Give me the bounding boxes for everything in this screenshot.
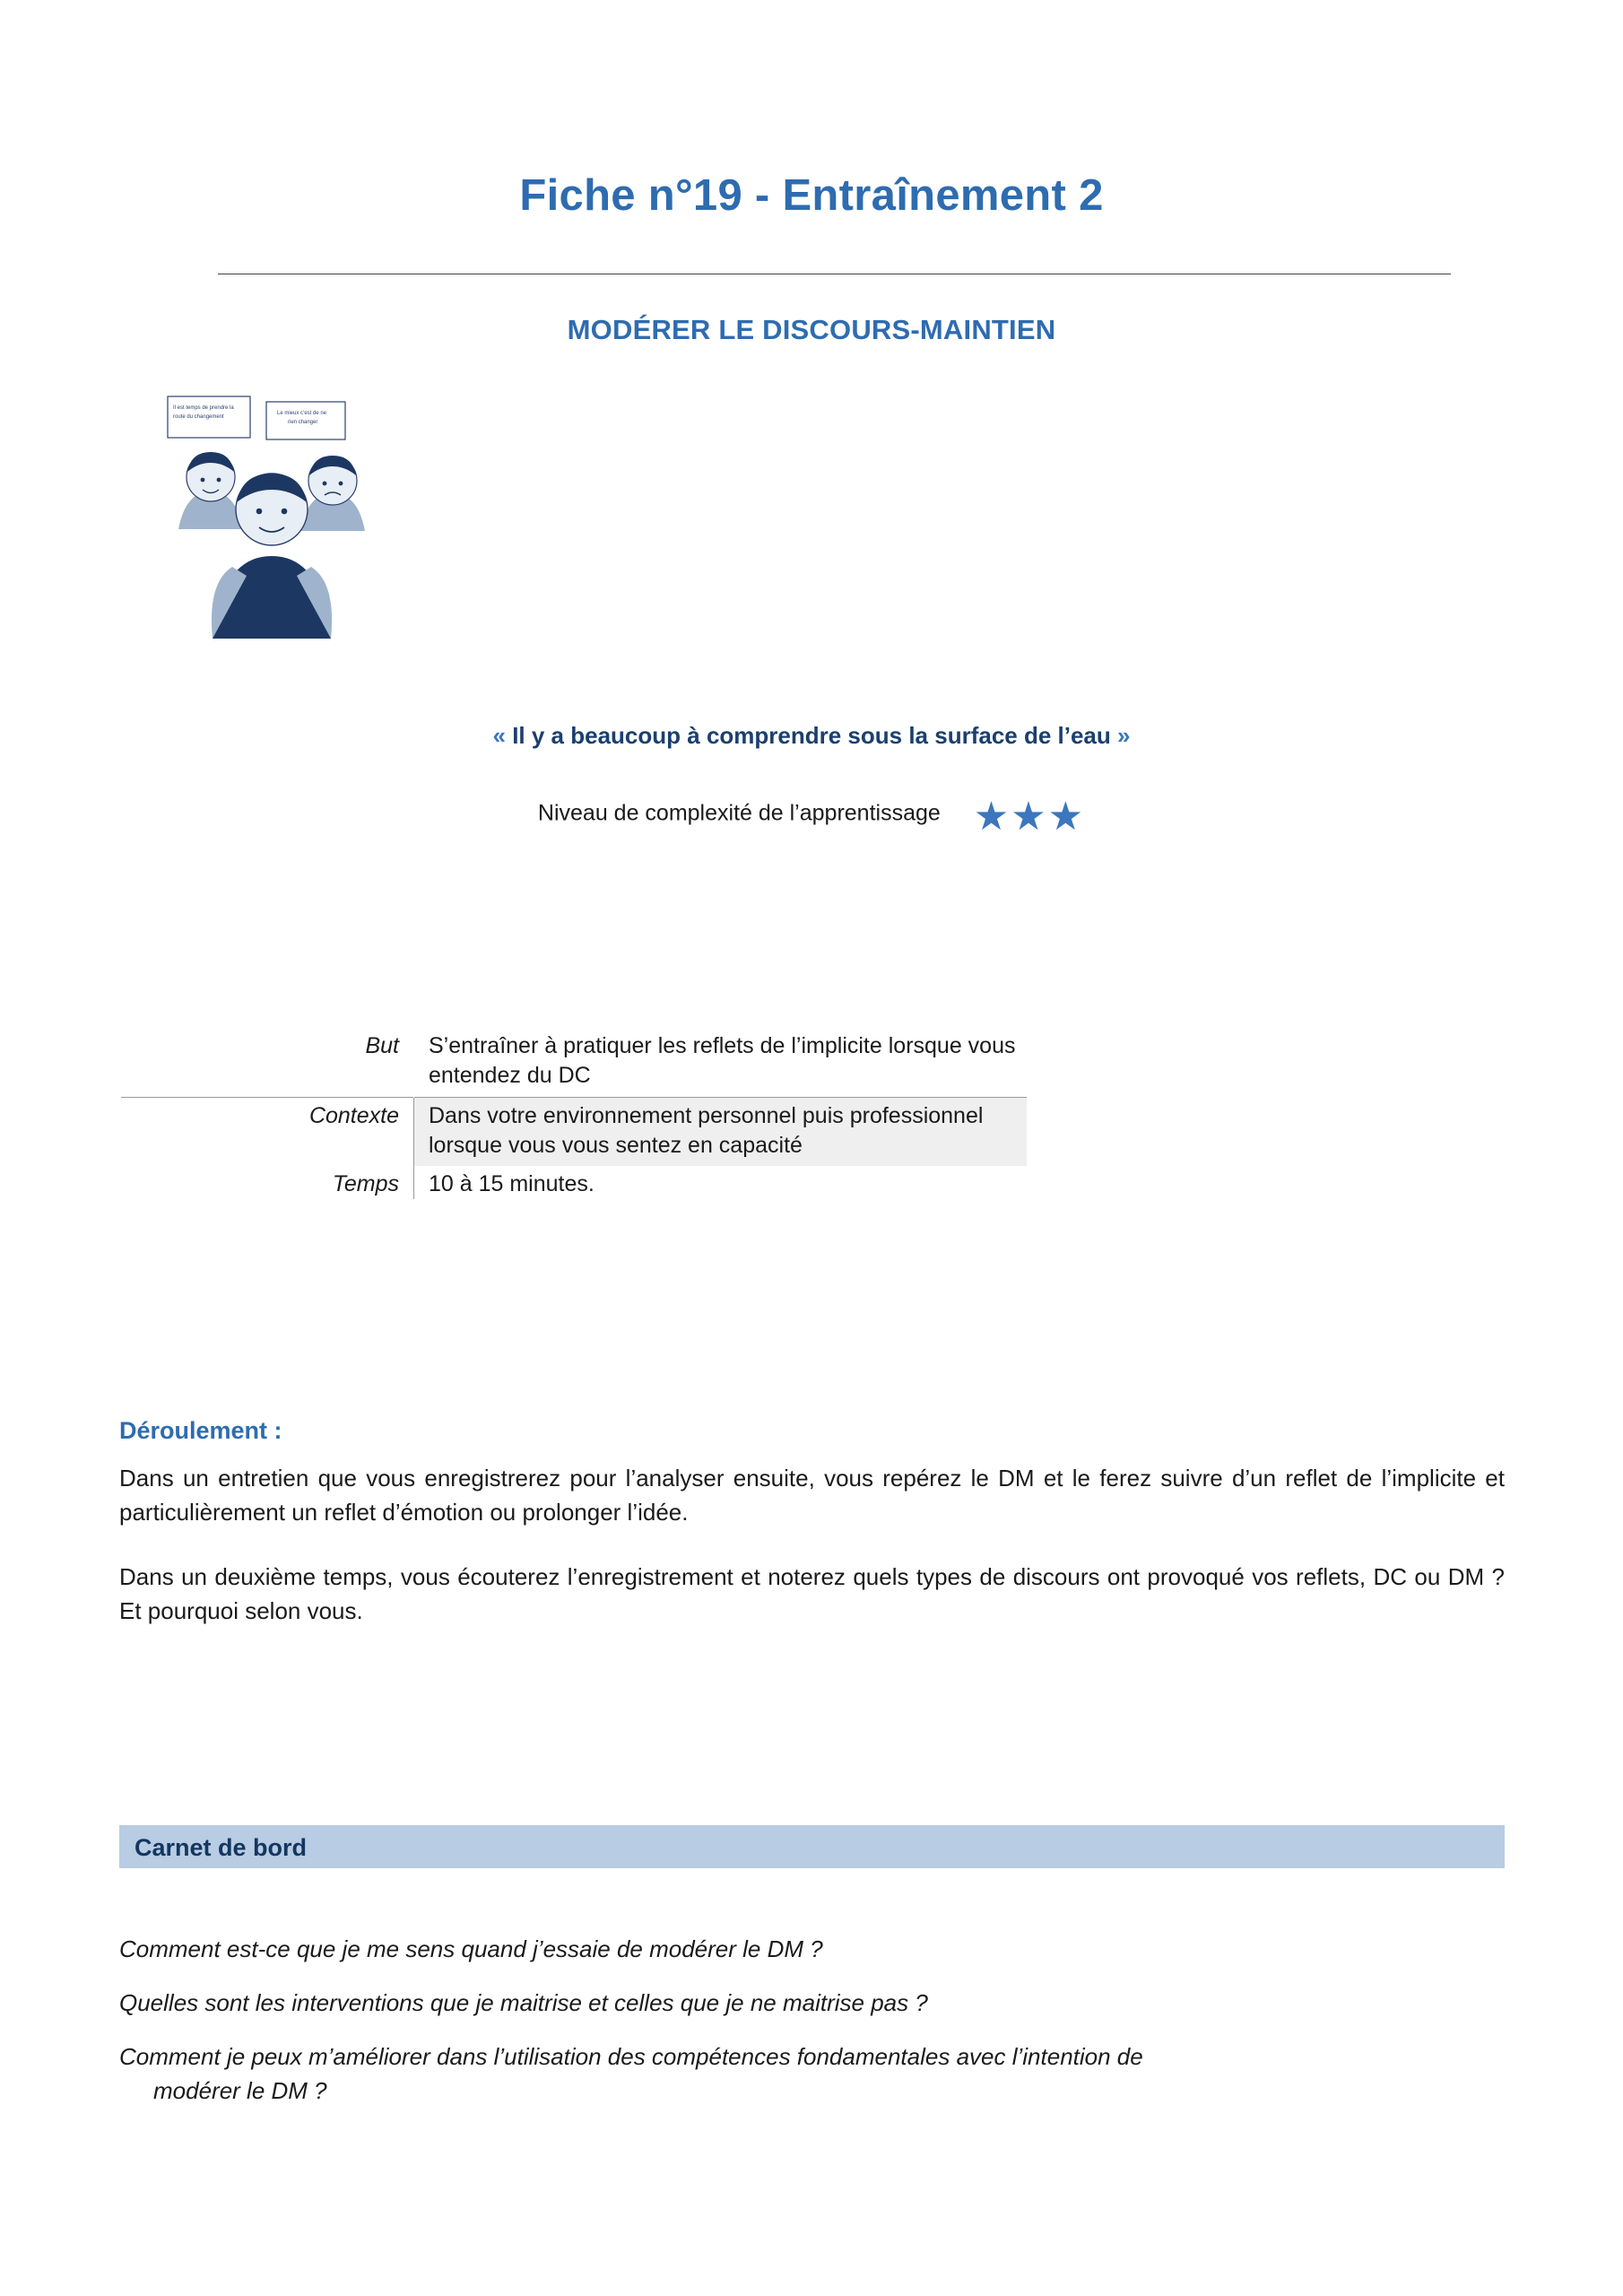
carnet-de-bord-label: Carnet de bord <box>135 1834 308 1861</box>
svg-text:rien changer: rien changer <box>288 420 318 425</box>
quote-open-guillemet: « <box>492 722 506 749</box>
page-subtitle: MODÉRER LE DISCOURS-MAINTIEN <box>567 314 1056 345</box>
info-value-but: S’entraîner à pratiquer les reflets de l’implicite lorsque vous entendez du DC <box>429 1033 1016 1089</box>
info-table <box>121 1031 1027 1199</box>
table-row <box>121 1097 1027 1166</box>
complexity-label: Niveau de complexité de l’apprentissage <box>537 800 941 826</box>
info-value-temps: 10 à 15 minutes. <box>414 1166 1028 1199</box>
svg-text:Il est temps de prendre la: Il est temps de prendre la <box>173 405 234 411</box>
table-row <box>121 1166 1027 1199</box>
carnet-de-bord-banner <box>119 1825 1505 1868</box>
deroulement-paragraph-1: Dans un entretien que vous enregistrerez pour l’analyser ensuite, vous repérez le DM et le ferez suivre d’un reflet de l’implicite et particulièrement un reflet d’émotion ou prolonger l’idée. <box>119 1465 1505 1526</box>
info-key-but: But <box>365 1033 399 1058</box>
deroulement-paragraph-2: Dans un deuxième temps, vous écouterez l’enregistrement et noterez quels types de discours ont provoqué vos reflets, DC ou DM ? Et pourquoi selon vous. <box>119 1563 1505 1624</box>
quote-line <box>0 722 1623 750</box>
complexity-row <box>0 794 1623 839</box>
illustration-three-characters <box>166 395 399 641</box>
quote-close-guillemet: » <box>1117 722 1131 749</box>
carnet-question-3-line-1: Comment je peux m’améliorer dans l’utilisation des compétences fondamentales avec l’intention de <box>119 2043 1143 2070</box>
carnet-question-1: Comment est-ce que je me sens quand j’essaie de modérer le DM ? <box>119 1935 823 1962</box>
info-key-contexte: Contexte <box>121 1097 414 1166</box>
section-heading-deroulement: Déroulement : <box>119 1417 282 1444</box>
info-key-temps: Temps <box>332 1171 399 1196</box>
carnet-question-3-line-2: modérer le DM ? <box>153 2076 327 2104</box>
svg-text:route du changement: route du changement <box>173 414 224 420</box>
carnet-question-2: Quelles sont les interventions que je maitrise et celles que je ne maitrise pas ? <box>119 1989 928 2016</box>
carnet-question-3 <box>119 2040 1505 2108</box>
table-row <box>121 1031 1027 1097</box>
quote-text: Il y a beaucoup à comprendre sous la surface de l’eau <box>512 722 1111 749</box>
svg-text:Le mieux c’est de ne: Le mieux c’est de ne <box>277 411 327 416</box>
complexity-stars-icon: ★★★ <box>973 795 1086 839</box>
page-title: Fiche n°19 - Entraînement 2 <box>519 171 1104 220</box>
info-value-contexte: Dans votre environnement personnel puis professionnel lorsque vous vous sentez en capacité <box>414 1097 1028 1166</box>
